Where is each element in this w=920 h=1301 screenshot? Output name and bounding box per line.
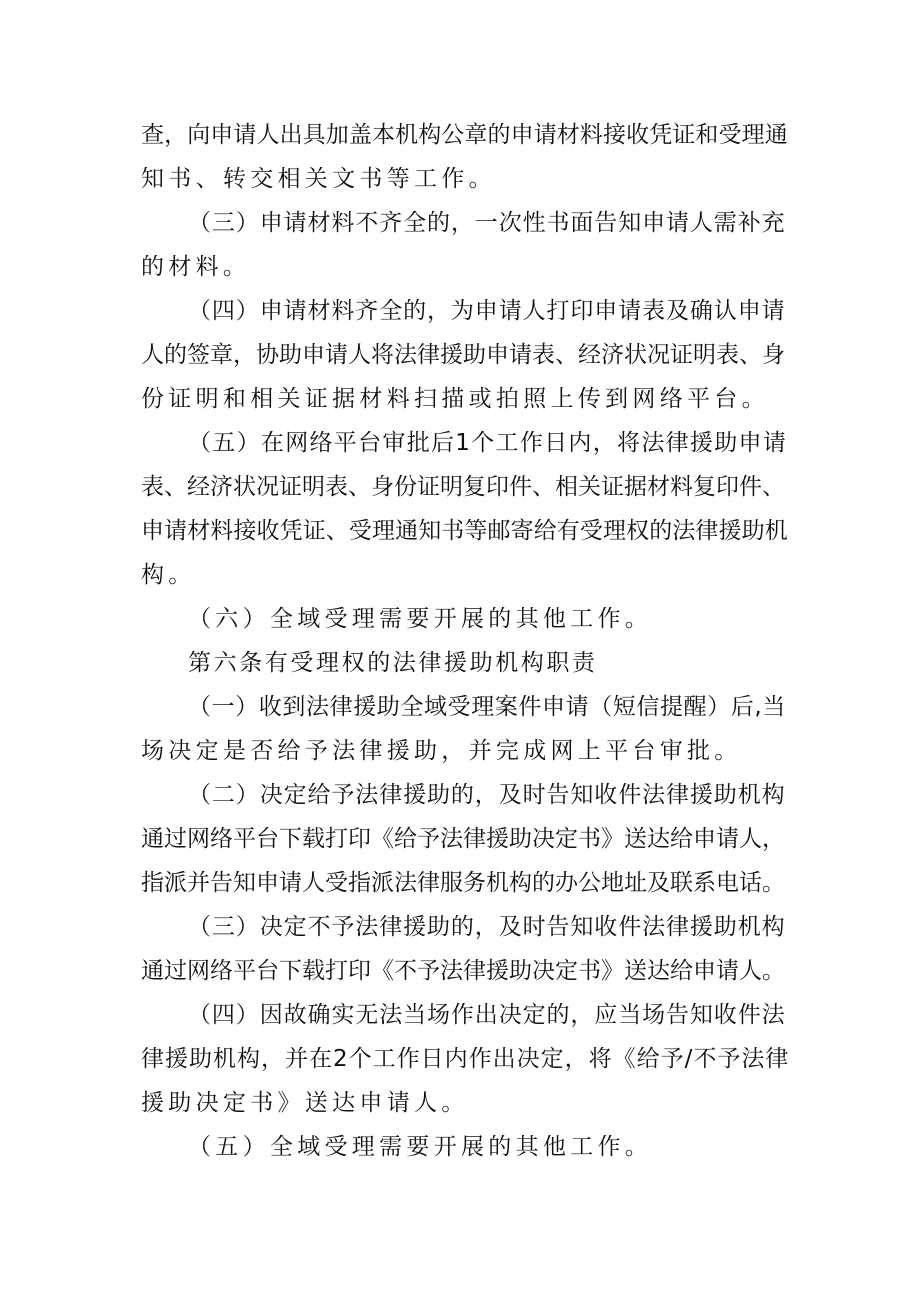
text-line: 表、经济状况证明表、身份证明复印件、相关证据材料复印件、 bbox=[141, 474, 785, 500]
text-line: 通过网络平台下载打印《不予法律援助决定书》送达给申请人。 bbox=[141, 958, 785, 984]
text-line: 人的签章，协助申请人将法律援助申请表、经济状况证明表、身 bbox=[141, 342, 785, 368]
text-line: 通过网络平台下载打印《给予法律援助决定书》送达给申请人， bbox=[141, 826, 785, 852]
text-line: 份证明和相关证据材料扫描或拍照上传到网络平台。 bbox=[141, 386, 769, 412]
text-line: （四）申请材料齐全的，为申请人打印申请表及确认申请 bbox=[188, 298, 786, 324]
text-line: （五）在网络平台审批后1个工作日内，将法律援助申请 bbox=[188, 430, 788, 456]
text-line: （一）收到法律援助全域受理案件申请（短信提醒）后,当 bbox=[188, 694, 786, 720]
text-line: （三）申请材料不齐全的，一次性书面告知申请人需补充 bbox=[188, 210, 786, 236]
text-line: （六）全域受理需要开展的其他工作。 bbox=[188, 606, 653, 632]
text-line: 申请材料接收凭证、受理通知书等邮寄给有受理权的法律援助机 bbox=[141, 518, 788, 544]
text-line: 场决定是否给予法律援助，并完成网上平台审批。 bbox=[141, 738, 742, 764]
text-line: 查，向申请人出具加盖本机构公章的申请材料接收凭证和受理通 bbox=[141, 122, 788, 148]
text-line: 律援助机构，并在2个工作日内作出决定，将《给予/不予法律 bbox=[141, 1046, 790, 1072]
text-line: 的材料。 bbox=[141, 254, 251, 280]
text-line: （三）决定不予法律援助的，及时告知收件法律援助机构 bbox=[188, 914, 786, 940]
section-heading: 第六条有受理权的法律援助机构职责 bbox=[188, 650, 598, 676]
text-line: 构。 bbox=[141, 562, 196, 588]
text-line: （二）决定给予法律援助的，及时告知收件法律援助机构 bbox=[188, 782, 786, 808]
text-line: （五）全域受理需要开展的其他工作。 bbox=[188, 1134, 653, 1160]
text-line: 知书、转交相关文书等工作。 bbox=[141, 166, 496, 192]
text-line: 指派并告知申请人受指派法律服务机构的办公地址及联系电话。 bbox=[141, 870, 785, 896]
text-line: （四）因故确实无法当场作出决定的，应当场告知收件法 bbox=[188, 1002, 786, 1028]
text-line: 援助决定书》送达申请人。 bbox=[141, 1090, 469, 1116]
